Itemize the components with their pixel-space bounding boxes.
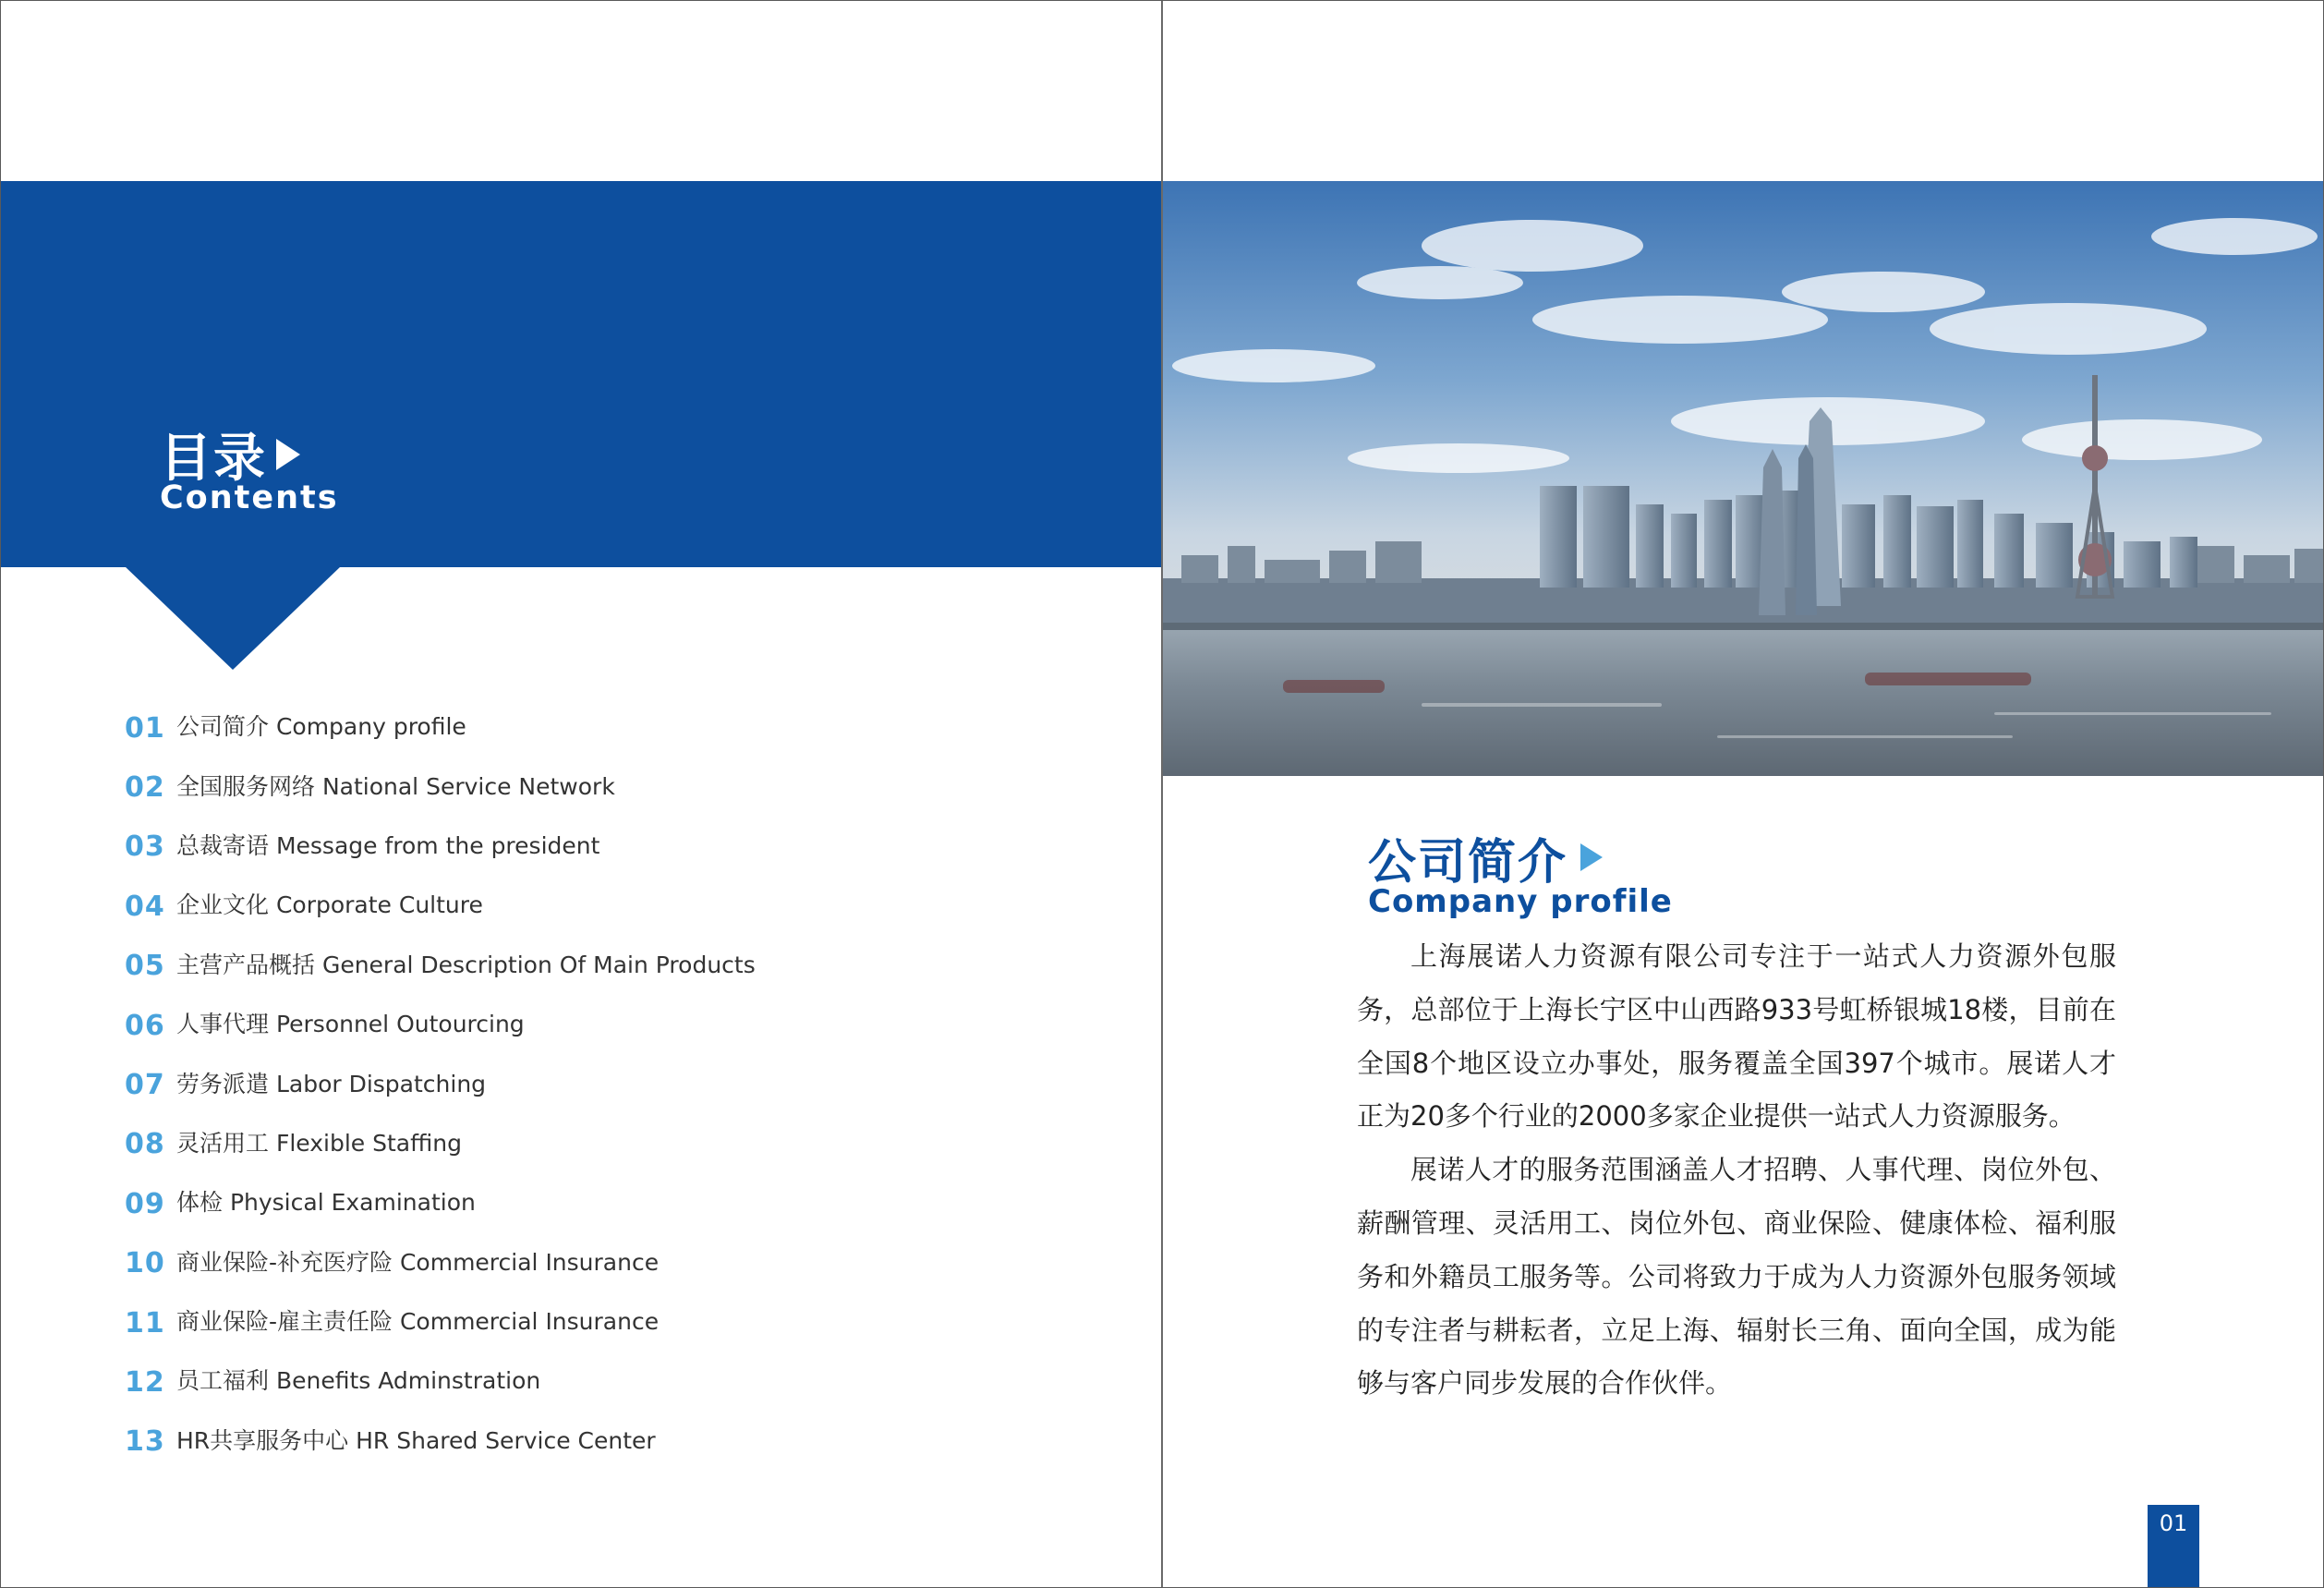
profile-title-cn-text: 公司简介 <box>1368 834 1568 891</box>
contents-list <box>125 696 756 1469</box>
contents-item[interactable] <box>125 934 756 993</box>
profile-title-en: Company profile <box>1368 883 1673 920</box>
contents-title-cn <box>160 421 300 488</box>
page-number-tab: 01 <box>2148 1505 2199 1588</box>
profile-paragraph: 展诺人才的服务范围涵盖人才招聘、人事代理、岗位外包、薪酬管理、灵活用工、岗位外包、商业保险、健康体检、福利服务和外籍员工服务等。公司将致力于成为人力资源外包服务领域的专注者与耕耘者，立足上海、辐射长三角、面向全国，成为能够与客户同步发展的合作伙伴。 <box>1357 1154 2116 1400</box>
contents-item-label: 人事代理 Personnel Outourcing <box>176 1011 525 1038</box>
contents-item-number: 13 <box>125 1425 165 1459</box>
contents-item[interactable] <box>125 993 756 1052</box>
contents-item-number: 09 <box>125 1187 165 1220</box>
contents-item-number: 05 <box>125 950 165 983</box>
triangle-right-icon <box>276 439 300 470</box>
contents-item[interactable] <box>125 1350 756 1409</box>
contents-item-number: 01 <box>125 711 165 745</box>
skyline-illustration <box>1163 181 2323 776</box>
banner-pointer-notch <box>125 566 341 670</box>
contents-item-number: 08 <box>125 1128 165 1161</box>
contents-item-number: 12 <box>125 1365 165 1399</box>
contents-item-number: 03 <box>125 830 165 864</box>
triangle-right-icon <box>1580 843 1603 871</box>
contents-item-label: 灵活用工 Flexible Staffing <box>176 1129 462 1157</box>
contents-item-label: 公司简介 Company profile <box>176 713 466 741</box>
contents-item-number: 10 <box>125 1247 165 1280</box>
contents-item-label: 企业文化 Corporate Culture <box>176 891 483 919</box>
contents-title-cn-text: 目录 <box>160 429 267 489</box>
profile-paragraph: 上海展诺人力资源有限公司专注于一站式人力资源外包服务，总部位于上海长宁区中山西路933号虹桥银城18楼，目前在全国8个地区设立办事处，服务覆盖全国397个城市。展诺人才正为20多个行业的2000多家企业提供一站式人力资源服务。 <box>1357 940 2116 1133</box>
contents-item-label: 总裁寄语 Message from the president <box>176 831 600 859</box>
contents-item[interactable] <box>125 755 756 814</box>
contents-item-number: 06 <box>125 1009 165 1042</box>
contents-item[interactable] <box>125 815 756 874</box>
contents-item-label: 劳务派遣 Labor Dispatching <box>176 1070 487 1097</box>
contents-item-number: 07 <box>125 1069 165 1102</box>
contents-item-number: 11 <box>125 1306 165 1339</box>
contents-item-number: 02 <box>125 771 165 805</box>
contents-item-label: 体检 Physical Examination <box>176 1189 476 1217</box>
contents-item-number: 04 <box>125 890 165 923</box>
contents-item-label: 员工福利 Benefits Adminstration <box>176 1367 541 1395</box>
contents-item-label: 商业保险-雇主责任险 Commercial Insurance <box>176 1308 660 1336</box>
contents-item[interactable] <box>125 1291 756 1350</box>
contents-item[interactable] <box>125 874 756 933</box>
contents-item-label: 商业保险-补充医疗险 Commercial Insurance <box>176 1248 660 1276</box>
contents-item-label: 主营产品概括 General Description Of Main Products <box>176 951 756 978</box>
contents-item[interactable] <box>125 1112 756 1171</box>
contents-title-en: Contents <box>160 479 339 516</box>
contents-item[interactable] <box>125 1052 756 1111</box>
contents-item[interactable] <box>125 1231 756 1291</box>
profile-title-cn <box>1368 826 1603 889</box>
profile-body <box>1357 930 2116 1411</box>
contents-item-label: HR共享服务中心 HR Shared Service Center <box>176 1426 656 1454</box>
city-skyline-photo <box>1163 181 2323 776</box>
contents-item[interactable] <box>125 1171 756 1230</box>
contents-item-label: 全国服务网络 National Service Network <box>176 772 615 800</box>
contents-item[interactable] <box>125 1410 756 1469</box>
contents-item[interactable] <box>125 696 756 755</box>
